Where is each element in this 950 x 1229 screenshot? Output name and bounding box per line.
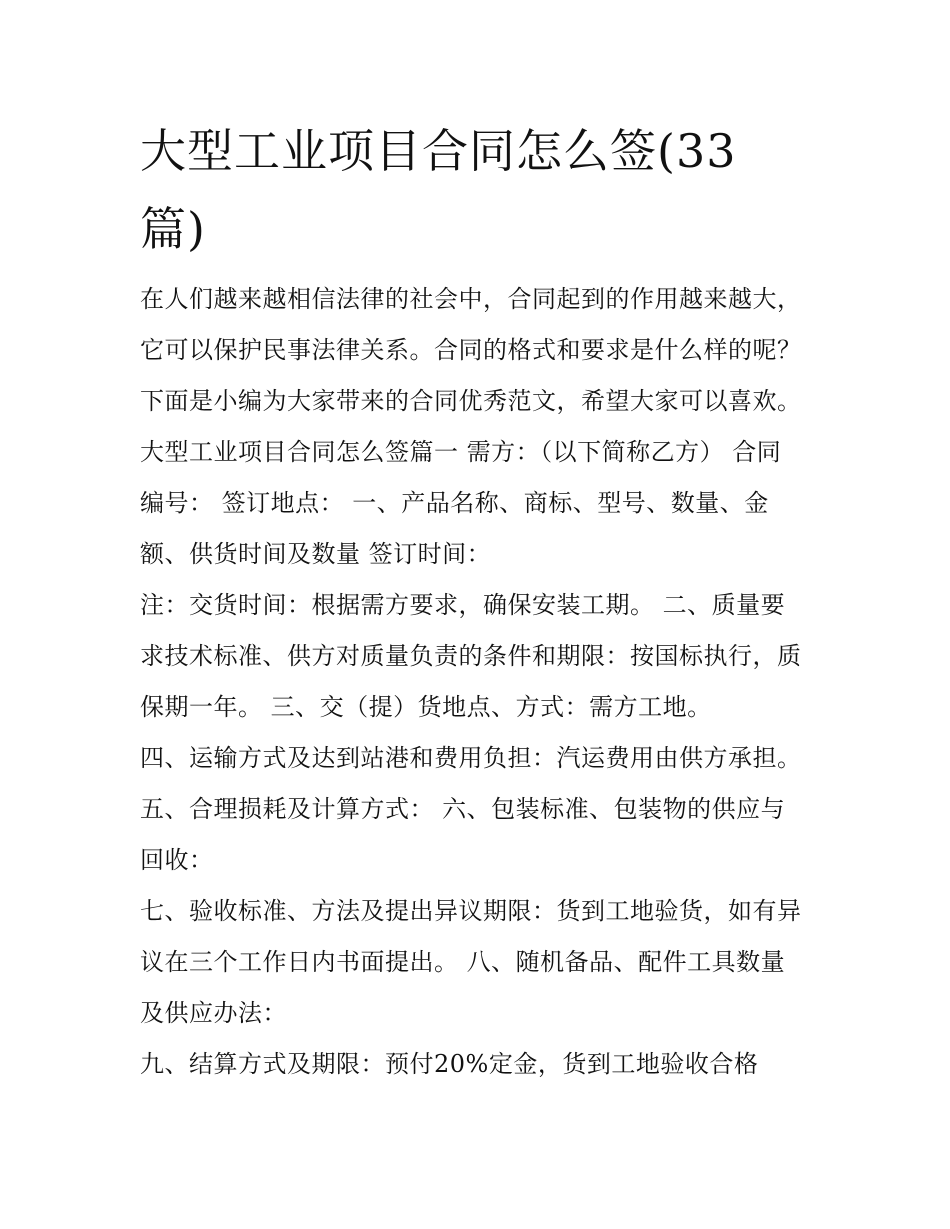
body-line: 七、验收标准、方法及提出异议期限：货到工地验货，如有异 (140, 897, 802, 925)
body-line: 下面是小编为大家带来的合同优秀范文，希望大家可以喜欢。 (140, 387, 802, 415)
body-line: 回收： (140, 846, 214, 874)
body-line: 在人们越来越相信法律的社会中，合同起到的作用越来越大， (140, 285, 802, 313)
body-line: 额、供货时间及数量 签订时间： (140, 540, 492, 568)
body-line: 及供应办法： (140, 999, 287, 1027)
document-body (140, 274, 820, 1090)
body-line: 求技术标准、供方对质量负责的条件和期限：按国标执行，质 (140, 642, 802, 670)
body-line: 编号： 签订地点： 一、产品名称、商标、型号、数量、金 (140, 489, 769, 517)
body-line: 注：交货时间：根据需方要求，确保安装工期。 二、质量要 (140, 591, 786, 619)
document-title (140, 112, 820, 268)
title-line-2: 篇) (140, 202, 206, 256)
body-line: 四、运输方式及达到站港和费用负担：汽运费用由供方承担。 (140, 744, 802, 772)
body-line: 它可以保护民事法律关系。合同的格式和要求是什么样的呢？ (140, 336, 802, 364)
body-line: 九、结算方式及期限：预付20%定金，货到工地验收合格 (140, 1050, 759, 1078)
body-line: 五、合理损耗及计算方式： 六、包装标准、包装物的供应与 (140, 795, 786, 823)
body-line: 议在三个工作日内书面提出。 八、随机备品、配件工具数量 (140, 948, 786, 976)
title-line-1: 大型工业项目合同怎么签(33 (140, 124, 737, 178)
body-line: 大型工业项目合同怎么签篇一 需方：（以下简称乙方） 合同 (140, 438, 782, 466)
body-line: 保期一年。 三、交（提）货地点、方式：需方工地。 (140, 693, 712, 721)
